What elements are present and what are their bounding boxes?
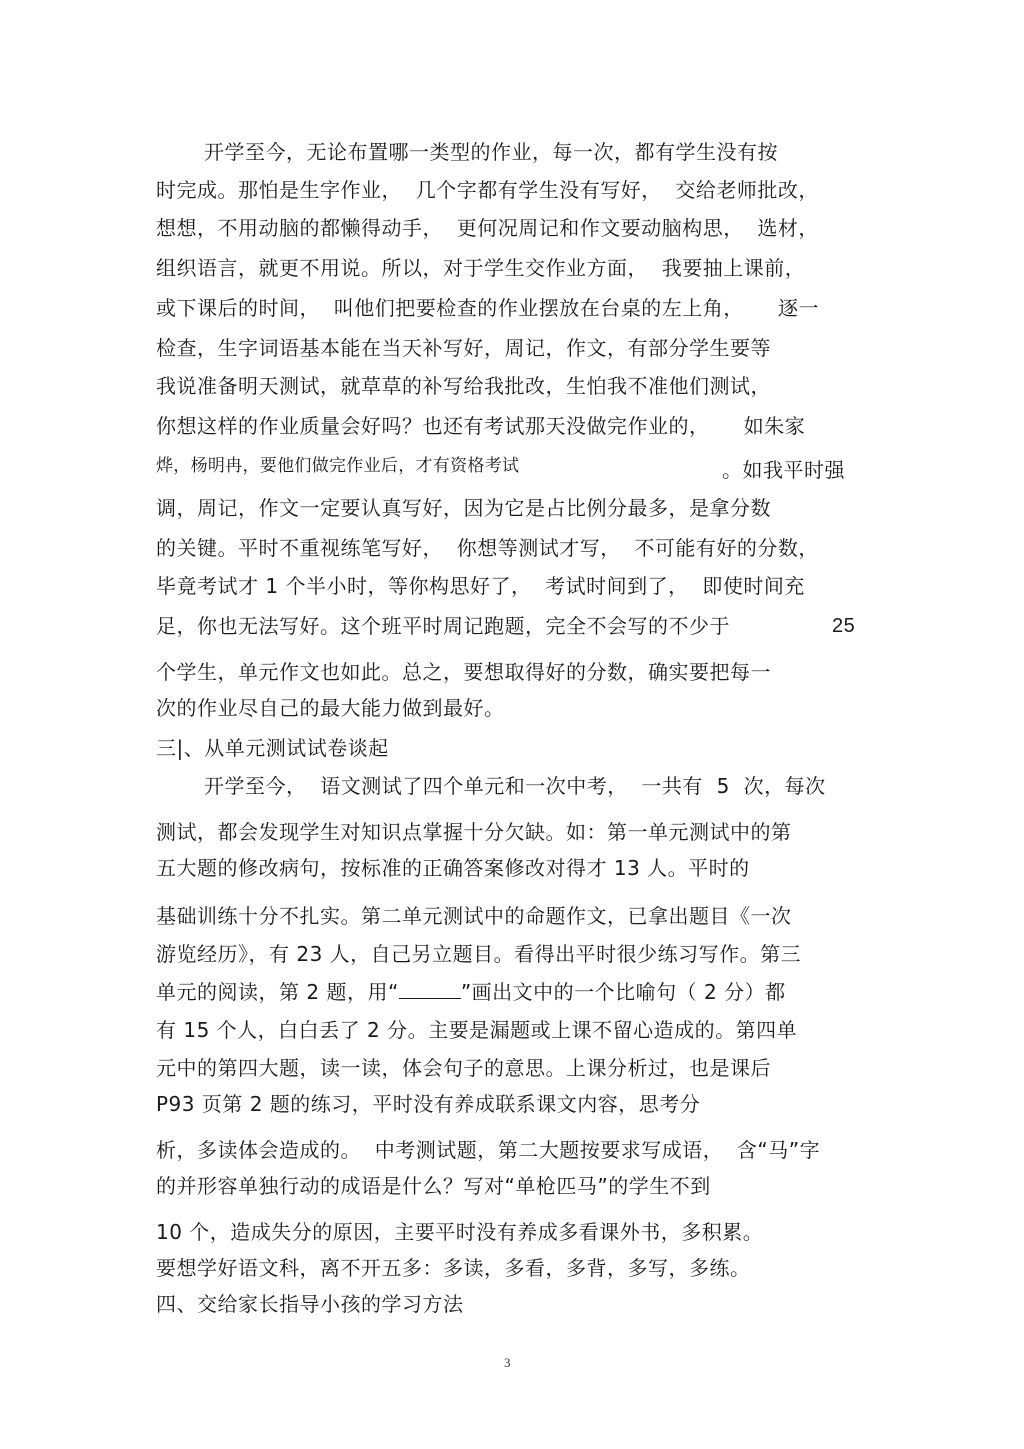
text-line: 次的作业尽自己的最大能力做到最好。 bbox=[156, 696, 505, 720]
section-heading: 三|、从单元测试试卷谈起 bbox=[156, 736, 389, 760]
text-line: 你想这样的作业质量会好吗？也还有考试那天没做完作业的， 如朱家 bbox=[156, 414, 806, 438]
text-line: 基础训练十分不扎实。第二单元测试中的命题作文，已拿出题目《一次 bbox=[156, 904, 792, 928]
text-line: 个学生，单元作文也如此。总之，要想取得好的分数，确实要把每一 bbox=[156, 660, 771, 684]
text-line: 的并形容单独行动的成语是什么？写对“单枪匹马”的学生不到 bbox=[156, 1174, 711, 1198]
text-line bbox=[156, 978, 786, 1006]
text-line: 足，你也无法写好。这个班平时周记跑题，完全不会写的不少于 bbox=[156, 614, 730, 638]
text-line: 元中的第四大题，读一读，体会句子的意思。上课分析过，也是课后 bbox=[156, 1056, 771, 1080]
text-fragment: ”画出文中的一个比喻句（ 2 分）都 bbox=[460, 980, 786, 1004]
text-line: 。如我平时强 bbox=[722, 458, 845, 482]
text-line: 调，周记，作文一定要认真写好，因为它是占比例分最多，是拿分数 bbox=[156, 496, 771, 520]
text-line: 10 个，造成失分的原因，主要平时没有养成多看课外书，多积累。 bbox=[156, 1220, 764, 1244]
text-line: 时完成。那怕是生字作业， 几个字都有学生没有写好， 交给老师批改， bbox=[156, 178, 819, 202]
text-line: 想想，不用动脑的都懒得动手， 更何况周记和作文要动脑构思， 选材， bbox=[156, 216, 819, 240]
text-line: 五大题的修改病句，按标准的正确答案修改对得才 13 人。平时的 bbox=[156, 856, 750, 880]
text-line: 测试，都会发现学生对知识点掌握十分欠缺。如：第一单元测试中的第 bbox=[156, 820, 792, 844]
text-line: 烨，杨明冉，要他们做完作业后，才有资格考试 bbox=[156, 456, 520, 476]
page-number: 3 bbox=[504, 1355, 511, 1370]
text-line: 析，多读体会造成的。 中考测试题，第二大题按要求写成语， 含“马”字 bbox=[156, 1138, 821, 1162]
text-line: 开学至今， 语文测试了四个单元和一次中考， 一共有 5 次，每次 bbox=[204, 774, 826, 798]
text-line: 开学至今，无论布置哪一类型的作业，每一次，都有学生没有按 bbox=[204, 140, 778, 164]
text-line: 检查，生字词语基本能在当天补写好，周记，作文，有部分学生要等 bbox=[156, 336, 771, 360]
text-line: 组织语言，就更不用说。所以，对于学生交作业方面， 我要抽上课前， bbox=[156, 256, 806, 280]
text-line: 游览经历》，有 23 人，自己另立题目。看得出平时很少练习写作。第三 bbox=[156, 942, 802, 966]
text-line: 毕竟考试才 1 个半小时，等你构思好了， 考试时间到了， 即使时间充 bbox=[156, 574, 805, 598]
text-line: 要想学好语文科，离不开五多：多读，多看，多背，多写，多练。 bbox=[156, 1256, 751, 1280]
text-line: P93 页第 2 题的练习，平时没有养成联系课文内容，思考分 bbox=[156, 1092, 701, 1116]
text-line: 25 bbox=[832, 615, 856, 637]
text-line: 或下课后的时间， 叫他们把要检查的作业摆放在台桌的左上角， 逐一 bbox=[156, 296, 820, 320]
section-heading: 四、交给家长指导小孩的学习方法 bbox=[156, 1292, 464, 1316]
text-line: 我说准备明天测试，就草草的补写给我批改，生怕我不准他们测试， bbox=[156, 374, 771, 398]
text-line: 的关键。平时不重视练笔写好， 你想等测试才写， 不可能有好的分数， bbox=[156, 536, 819, 560]
text-fragment: 单元的阅读，第 2 题，用“ bbox=[156, 980, 399, 1004]
fill-in-blank bbox=[399, 982, 461, 999]
text-line: 有 15 个人，白白丢了 2 分。主要是漏题或上课不留心造成的。第四单 bbox=[156, 1018, 798, 1042]
